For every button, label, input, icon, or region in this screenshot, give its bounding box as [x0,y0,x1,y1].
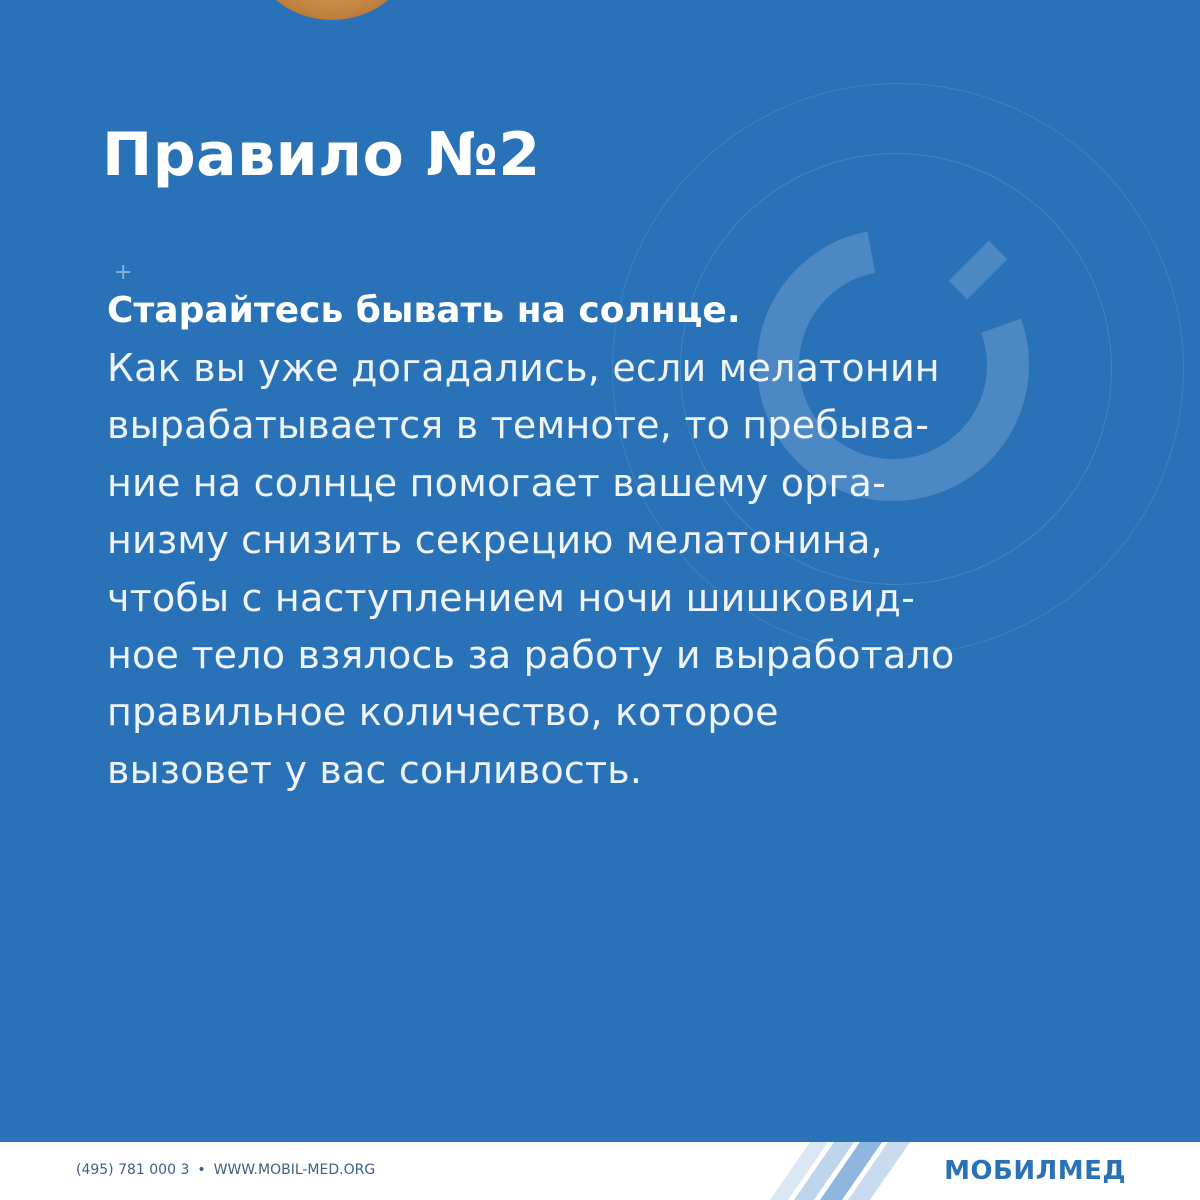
rule-text-line: ное тело взялось за работу и выработало [107,633,955,678]
rule-content [107,282,1167,799]
rule-text-line: Как вы уже догадались, если мелатонин [107,346,940,390]
cookie-image [252,0,412,20]
rule-text-line: ние на солнце помогает вашему орга- [107,460,887,505]
plus-icon: + [114,260,133,285]
phone-number: (495) 781 000 3 [76,1162,190,1178]
footer-separator: • [197,1162,206,1178]
website-link[interactable]: WWW.MOBIL-MED.ORG [213,1162,376,1178]
footer [0,1136,1200,1200]
rule-lead: Старайтесь бывать на солнце. [107,290,741,331]
rule-text-line: низму снизить секрецию мелатонина, [107,518,883,563]
rule-text-line: правильное количество, которое [107,690,779,735]
brand-logo: МОБИЛМЕД [944,1156,1126,1186]
page-title: Правило №2 [102,120,541,190]
rule-text-line: чтобы с наступлением ночи шишковид- [107,575,915,620]
rule-text-line: вырабатывается в темноте, то пребыва- [107,403,930,448]
rule-text-line: вызовет у вас сонливость. [107,747,643,792]
decorative-stripes [770,1142,910,1200]
footer-contacts [76,1162,375,1178]
